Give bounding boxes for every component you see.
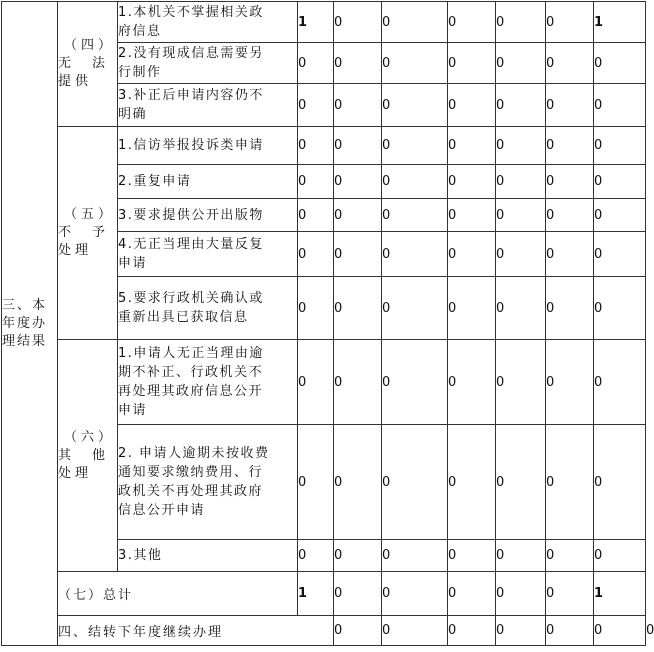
value-cell: 0 (594, 127, 646, 165)
value-cell: 0 (448, 540, 496, 572)
value-cell: 1 (298, 2, 334, 43)
value-cell: 0 (594, 232, 646, 277)
value-cell: 0 (334, 340, 382, 425)
item-label: 1.信访举报投诉类申请 (118, 127, 298, 165)
item-label: 1.申请人无正当理由逾 期不补正、行政机关不 再处理其政府信息公开 申请 (118, 340, 298, 425)
value-cell: 0 (448, 340, 496, 425)
item-label: 3.其他 (118, 540, 298, 572)
value-cell: 0 (594, 425, 646, 540)
value-cell: 0 (546, 43, 594, 84)
value-cell: 0 (298, 165, 334, 199)
table-row-carry-over: 四、结转下年度继续办理 0 0 0 0 0 0 0 (2, 616, 646, 646)
item-label: 2.没有现成信息需要另 行制作 (118, 43, 298, 84)
value-cell: 0 (546, 2, 594, 43)
table-row (2, 2, 646, 43)
value-cell: 0 (546, 127, 594, 165)
value-cell: 0 (334, 572, 382, 616)
value-cell: 0 (382, 165, 448, 199)
item-label: 5.要求行政机关确认或 重新出具已获取信息 (118, 277, 298, 340)
item-label: 2. 申请人逾期未按收费 通知要求缴纳费用、行 政机关不再处理其政府 信息公开申请 (118, 425, 298, 540)
value-cell: 0 (496, 127, 546, 165)
value-cell: 0 (298, 127, 334, 165)
value-cell: 0 (448, 277, 496, 340)
value-cell: 0 (382, 2, 448, 43)
value-cell: 0 (546, 616, 594, 646)
value-cell: 0 (448, 2, 496, 43)
value-cell: 0 (496, 540, 546, 572)
value-cell: 0 (496, 340, 546, 425)
value-cell: 0 (594, 540, 646, 572)
value-cell: 0 (298, 540, 334, 572)
value-cell: 0 (546, 84, 594, 127)
value-cell: 0 (546, 540, 594, 572)
value-cell: 0 (298, 43, 334, 84)
value-cell: 0 (334, 199, 382, 232)
value-cell: 0 (448, 572, 496, 616)
disclosure-results-table (1, 1, 654, 646)
value-cell: 0 (382, 340, 448, 425)
value-cell: 0 (334, 127, 382, 165)
value-cell: 0 (382, 425, 448, 540)
value-cell: 0 (546, 232, 594, 277)
value-cell: 0 (546, 425, 594, 540)
value-cell: 0 (448, 199, 496, 232)
value-cell: 0 (546, 340, 594, 425)
carry-over-label: 四、结转下年度继续办理 (58, 616, 334, 646)
value-cell: 0 (594, 165, 646, 199)
value-cell: 0 (496, 84, 546, 127)
value-cell: 0 (448, 127, 496, 165)
value-cell: 0 (382, 572, 448, 616)
value-cell: 0 (298, 232, 334, 277)
value-cell: 0 (382, 127, 448, 165)
item-label: 1.本机关不掌握相关政 府信息 (118, 2, 298, 43)
value-cell: 0 (448, 232, 496, 277)
value-cell: 0 (448, 43, 496, 84)
value-cell: 0 (594, 84, 646, 127)
table-row (2, 127, 646, 165)
item-label: 2.重复申请 (118, 165, 298, 199)
value-cell: 1 (594, 2, 646, 43)
value-cell: 0 (496, 43, 546, 84)
value-cell: 0 (448, 616, 496, 646)
section-label-year-results: 三、本 年度办 理结果 (2, 2, 58, 646)
value-cell: 0 (298, 199, 334, 232)
value-cell: 0 (594, 43, 646, 84)
value-cell: 0 (334, 540, 382, 572)
value-cell: 0 (334, 84, 382, 127)
value-cell: 0 (496, 165, 546, 199)
value-cell: 0 (496, 572, 546, 616)
item-label: 3.要求提供公开出版物 (118, 199, 298, 232)
value-cell: 0 (334, 616, 382, 646)
table-row (2, 340, 646, 425)
value-cell: 0 (334, 43, 382, 84)
value-cell: 0 (594, 199, 646, 232)
value-cell: 0 (298, 425, 334, 540)
value-cell: 0 (382, 232, 448, 277)
value-cell: 0 (334, 2, 382, 43)
value-cell: 0 (448, 425, 496, 540)
value-cell: 0 (334, 425, 382, 540)
value-cell: 1 (594, 572, 646, 616)
value-cell: 0 (448, 84, 496, 127)
value-cell: 0 (546, 277, 594, 340)
value-cell: 0 (298, 277, 334, 340)
value-cell: 0 (334, 165, 382, 199)
value-cell: 0 (448, 165, 496, 199)
value-cell: 0 (382, 277, 448, 340)
value-cell: 1 (298, 572, 334, 616)
total-label: （七）总计 (58, 572, 298, 616)
value-cell: 0 (496, 277, 546, 340)
value-cell: 0 (382, 43, 448, 84)
value-cell: 0 (382, 199, 448, 232)
value-cell: 0 (496, 425, 546, 540)
value-cell: 0 (298, 340, 334, 425)
value-cell: 0 (382, 540, 448, 572)
group-label-not-processed: （五） 不 予 处理 (58, 127, 118, 340)
group-label-other-processing: （六） 其 他 处理 (58, 340, 118, 572)
value-cell: 0 (334, 277, 382, 340)
value-cell: 0 (546, 199, 594, 232)
value-cell: 0 (298, 84, 334, 127)
value-cell: 0 (382, 84, 448, 127)
value-cell: 0 (496, 2, 546, 43)
value-cell: 0 (496, 616, 546, 646)
item-label: 4.无正当理由大量反复 申请 (118, 232, 298, 277)
value-cell: 0 (496, 199, 546, 232)
value-cell: 0 (334, 232, 382, 277)
value-cell: 0 (594, 340, 646, 425)
table-row-total (2, 572, 646, 616)
value-cell: 0 (496, 232, 546, 277)
value-cell: 0 (546, 165, 594, 199)
value-cell: 0 (546, 572, 594, 616)
value-cell: 0 (594, 616, 646, 646)
item-label: 3.补正后申请内容仍不 明确 (118, 84, 298, 127)
value-cell: 0 (382, 616, 448, 646)
value-cell: 0 (594, 277, 646, 340)
group-label-unable-to-provide: （四） 无 法 提供 (58, 2, 118, 127)
